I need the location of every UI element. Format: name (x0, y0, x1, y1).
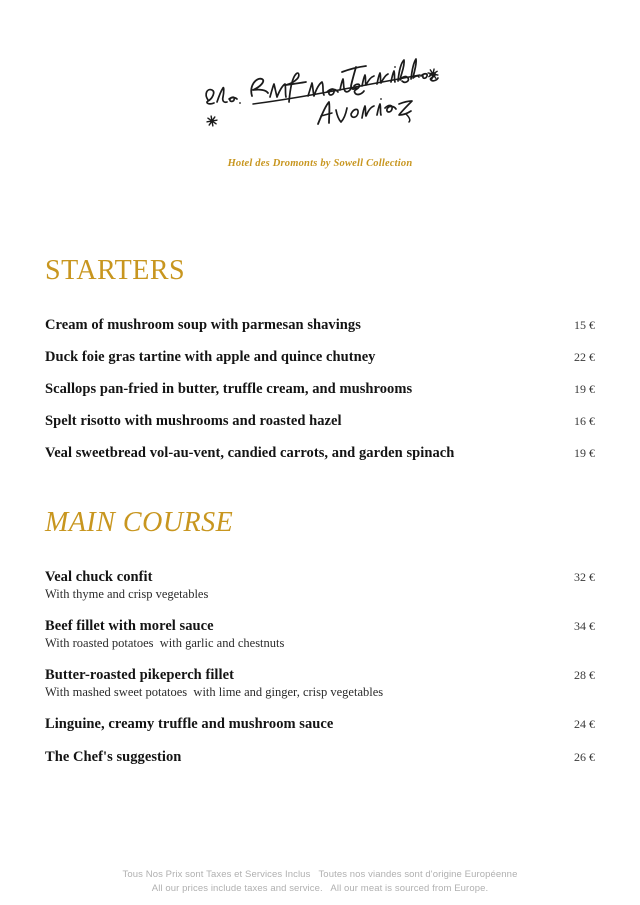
menu-item-price: 34 € (574, 619, 595, 633)
main-course-list (45, 569, 595, 766)
starters-list (45, 317, 595, 462)
menu-item[interactable] (45, 569, 595, 602)
menu-item-name: Duck foie gras tartine with apple and quince chutney (45, 349, 376, 365)
section-title-starters: STARTERS (45, 255, 186, 286)
menu-item-name: Butter-roasted pikeperch fillet (45, 667, 234, 683)
footer-line-english: All our prices include taxes and service. All our meat is sourced from Europe. (151, 883, 489, 895)
menu-item[interactable] (45, 716, 595, 733)
menu-item-price: 16 € (574, 414, 595, 428)
menu-item-name: Cream of mushroom soup with parmesan shavings (45, 317, 361, 333)
menu-item-description: With thyme and crisp vegetables (45, 587, 209, 601)
menu-item-price: 19 € (574, 382, 595, 396)
footer-line-french: Tous Nos Prix sont Taxes et Services Inclus Toutes nos viandes sont d'origine Européenne (122, 868, 518, 880)
hotel-subtitle: Hotel des Dromonts by Sowell Collection (227, 158, 413, 169)
menu-item-price: 22 € (574, 350, 595, 364)
menu-item-price: 19 € (574, 446, 595, 460)
menu-item-name: The Chef's suggestion (45, 749, 182, 765)
menu-item-price: 15 € (574, 318, 595, 332)
handwritten-script-logo-icon (190, 52, 450, 132)
menu-content (0, 257, 640, 766)
menu-item[interactable] (45, 381, 595, 398)
menu-item-price: 26 € (574, 750, 595, 764)
menu-item-description: With mashed sweet potatoes with lime and ginger, crisp vegetables (45, 685, 384, 699)
menu-item[interactable] (45, 317, 595, 334)
menu-item[interactable] (45, 667, 595, 700)
menu-item-name: Spelt risotto with mushrooms and roasted hazel (45, 413, 342, 429)
menu-header (0, 0, 640, 169)
section-title-main-course: MAIN COURSE (45, 507, 234, 538)
menu-footer (0, 868, 640, 897)
menu-item[interactable] (45, 413, 595, 430)
menu-item-name: Veal sweetbread vol-au-vent, candied carrots, and garden spinach (45, 445, 455, 461)
menu-item-name: Linguine, creamy truffle and mushroom sauce (45, 716, 334, 732)
menu-item[interactable] (45, 349, 595, 366)
menu-item-price: 28 € (574, 668, 595, 682)
menu-item-name: Beef fillet with morel sauce (45, 618, 214, 634)
section-starters (45, 257, 595, 462)
menu-item-description: With roasted potatoes with garlic and chestnuts (45, 636, 285, 650)
restaurant-logo (190, 52, 450, 132)
menu-item-name: Veal chuck confit (45, 569, 153, 585)
menu-item-price: 24 € (574, 717, 595, 731)
section-main-course (45, 509, 595, 766)
menu-item-price: 32 € (574, 570, 595, 584)
menu-item[interactable] (45, 445, 595, 462)
menu-item[interactable] (45, 618, 595, 651)
menu-item-name: Scallops pan-fried in butter, truffle cream, and mushrooms (45, 381, 413, 397)
menu-item[interactable] (45, 749, 595, 766)
